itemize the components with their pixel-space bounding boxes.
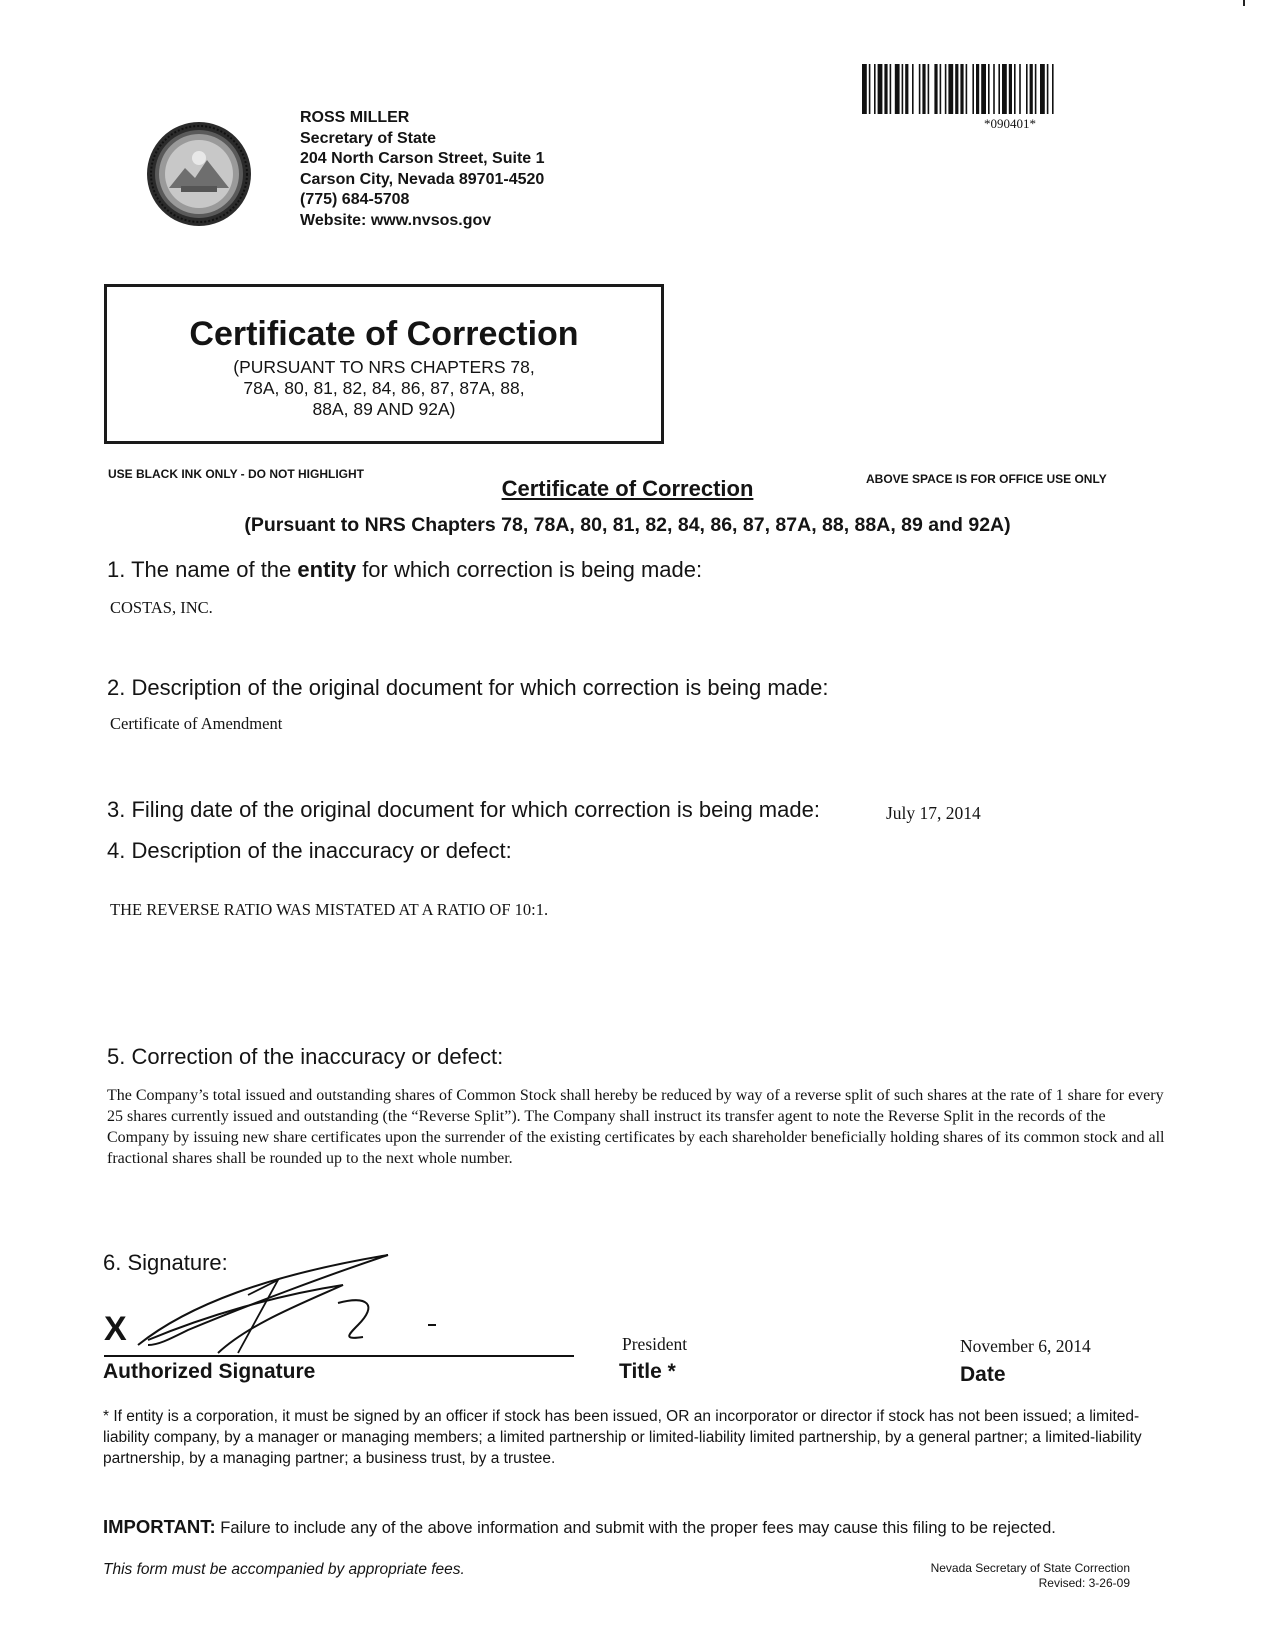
barcode-bar <box>1009 64 1012 114</box>
secretary-address-block <box>300 108 545 231</box>
barcode-bar <box>955 64 958 114</box>
address-line: Carson City, Nevada 89701-4520 <box>300 170 545 188</box>
page-edge-mark <box>1243 0 1245 6</box>
barcode-bar <box>981 64 986 114</box>
question-signature: 6. Signature: <box>103 1250 228 1275</box>
question-filing-date: 3. Filing date of the original document for which correction is being made: <box>107 797 820 822</box>
address-line: Website: www.nvsos.gov <box>300 211 492 229</box>
question-emphasis: entity <box>297 557 357 582</box>
barcode-icon <box>860 64 1160 114</box>
barcode-bar <box>1052 64 1054 114</box>
question-entity-name <box>107 557 702 583</box>
answer-inaccuracy: THE REVERSE RATIO WAS MISTATED AT A RATIO OF 10:1. <box>110 900 549 919</box>
barcode-bar <box>1002 64 1007 114</box>
barcode-bar <box>998 64 1000 114</box>
signer-footnote: * If entity is a corporation, it must be signed by an officer if stock has been issued, OR an incorporator or director if stock has not been issued; a limited-liability company, by a manager or managing members; a limited partnership or limited-liability limited partnership, by a general partner; a limited-liability partnership, by a managing partner; a business trust, by a trustee. <box>103 1408 1142 1467</box>
barcode-bar <box>940 64 942 114</box>
state-seal-icon <box>145 120 253 228</box>
date-value: November 6, 2014 <box>960 1336 1091 1356</box>
barcode-bar <box>869 64 871 114</box>
form-id-line: Nevada Secretary of State Correction <box>930 1561 1130 1575</box>
important-label: IMPORTANT: <box>103 1516 216 1537</box>
address-line: (775) 684-5708 <box>300 191 410 208</box>
office-use-note: ABOVE SPACE IS FOR OFFICE USE ONLY <box>866 472 1107 486</box>
pursuant-line: (Pursuant to NRS Chapters 78, 78A, 80, 81, 82, 84, 86, 87, 87A, 88, 88A, 89 and 92A) <box>244 514 1011 536</box>
handwritten-signature <box>128 1245 438 1355</box>
question-correction: 5. Correction of the inaccuracy or defect: <box>107 1044 504 1069</box>
fees-note: This form must be accompanied by appropriate fees. <box>103 1561 465 1578</box>
title-value: President <box>622 1334 688 1354</box>
date-label: Date <box>960 1363 1006 1386</box>
barcode-bar <box>884 64 887 114</box>
barcode-bar <box>948 64 953 114</box>
authorized-signature-label: Authorized Signature <box>103 1360 316 1383</box>
subtitle-line: (PURSUANT TO NRS CHAPTERS 78, <box>233 357 535 377</box>
answer-filing-date: July 17, 2014 <box>886 803 981 823</box>
barcode-bar <box>919 64 921 114</box>
barcode-number: *090401* <box>984 116 1036 131</box>
address-line: 204 North Carson Street, Suite 1 <box>300 150 545 167</box>
address-line: ROSS MILLER <box>300 109 410 126</box>
barcode-bar <box>1026 64 1028 114</box>
barcode-bar <box>905 64 908 114</box>
barcode-bar <box>993 64 995 114</box>
question-inaccuracy: 4. Description of the inaccuracy or defect: <box>107 838 512 863</box>
barcode-bar <box>972 64 974 114</box>
barcode-bar <box>1019 64 1021 114</box>
form-identifier <box>890 1561 1130 1591</box>
question-text: for which correction is being made: <box>356 557 703 582</box>
question-text: 1. The name of the <box>107 557 298 582</box>
barcode-bar <box>912 64 914 114</box>
important-text: Failure to include any of the above information and submit with the proper fees may cause this filing to be rejected. <box>215 1519 1056 1537</box>
signature-x-mark: X <box>104 1310 127 1348</box>
barcode-bar <box>1040 64 1045 114</box>
answer-entity-name: COSTAS, INC. <box>110 598 213 617</box>
answer-original-document: Certificate of Amendment <box>110 714 283 733</box>
barcode-bar <box>976 64 979 114</box>
barcode-bar <box>862 64 867 114</box>
barcode-bar <box>1047 64 1049 114</box>
barcode-bar <box>945 64 947 114</box>
barcode-bar <box>928 64 930 114</box>
barcode-bar <box>902 64 904 114</box>
barcode-bar <box>874 64 876 114</box>
signature-line <box>104 1355 574 1357</box>
subtitle-line: 78A, 80, 81, 82, 84, 86, 87, 87A, 88, <box>243 378 525 398</box>
form-id-line: Revised: 3-26-09 <box>1038 1576 1130 1590</box>
barcode-bar <box>966 64 968 114</box>
barcode-bar <box>1035 64 1037 114</box>
barcode-bar <box>895 64 900 114</box>
title-box-heading: Certificate of Correction <box>189 315 579 353</box>
barcode-bar <box>878 64 883 114</box>
question-original-document: 2. Description of the original document for which correction is being made: <box>107 675 829 700</box>
subtitle-line: 88A, 89 AND 92A) <box>312 399 456 419</box>
title-box <box>104 284 664 444</box>
barcode-bar <box>1030 64 1033 114</box>
barcode-bar <box>922 64 925 114</box>
title-label: Title * <box>619 1360 676 1383</box>
barcode-bar <box>934 64 937 114</box>
barcode-bar <box>960 64 963 114</box>
title-box-subtitle <box>107 357 661 420</box>
barcode-bar <box>1014 64 1016 114</box>
important-notice <box>103 1516 1056 1538</box>
answer-correction: The Company’s total issued and outstanding shares of Common Stock shall hereby be reduced by way of a reverse split of such shares at the rate of 1 share for every 25 shares currently issued and outstanding (the “Reverse Split”). The Company shall instruct its transfer agent to note the Reverse Split in the records of the Company by issuing new share certificates upon the surrender of the existing certificates by each shareholder beneficially holding shares of its common stock and all fractional shares shall be rounded up to the next whole number. <box>107 1087 1165 1167</box>
barcode-bar <box>890 64 892 114</box>
barcode-bar <box>988 64 990 114</box>
ink-instruction: USE BLACK INK ONLY - DO NOT HIGHLIGHT <box>108 467 365 481</box>
form-heading: Certificate of Correction <box>501 476 754 501</box>
address-line: Secretary of State <box>300 129 437 147</box>
